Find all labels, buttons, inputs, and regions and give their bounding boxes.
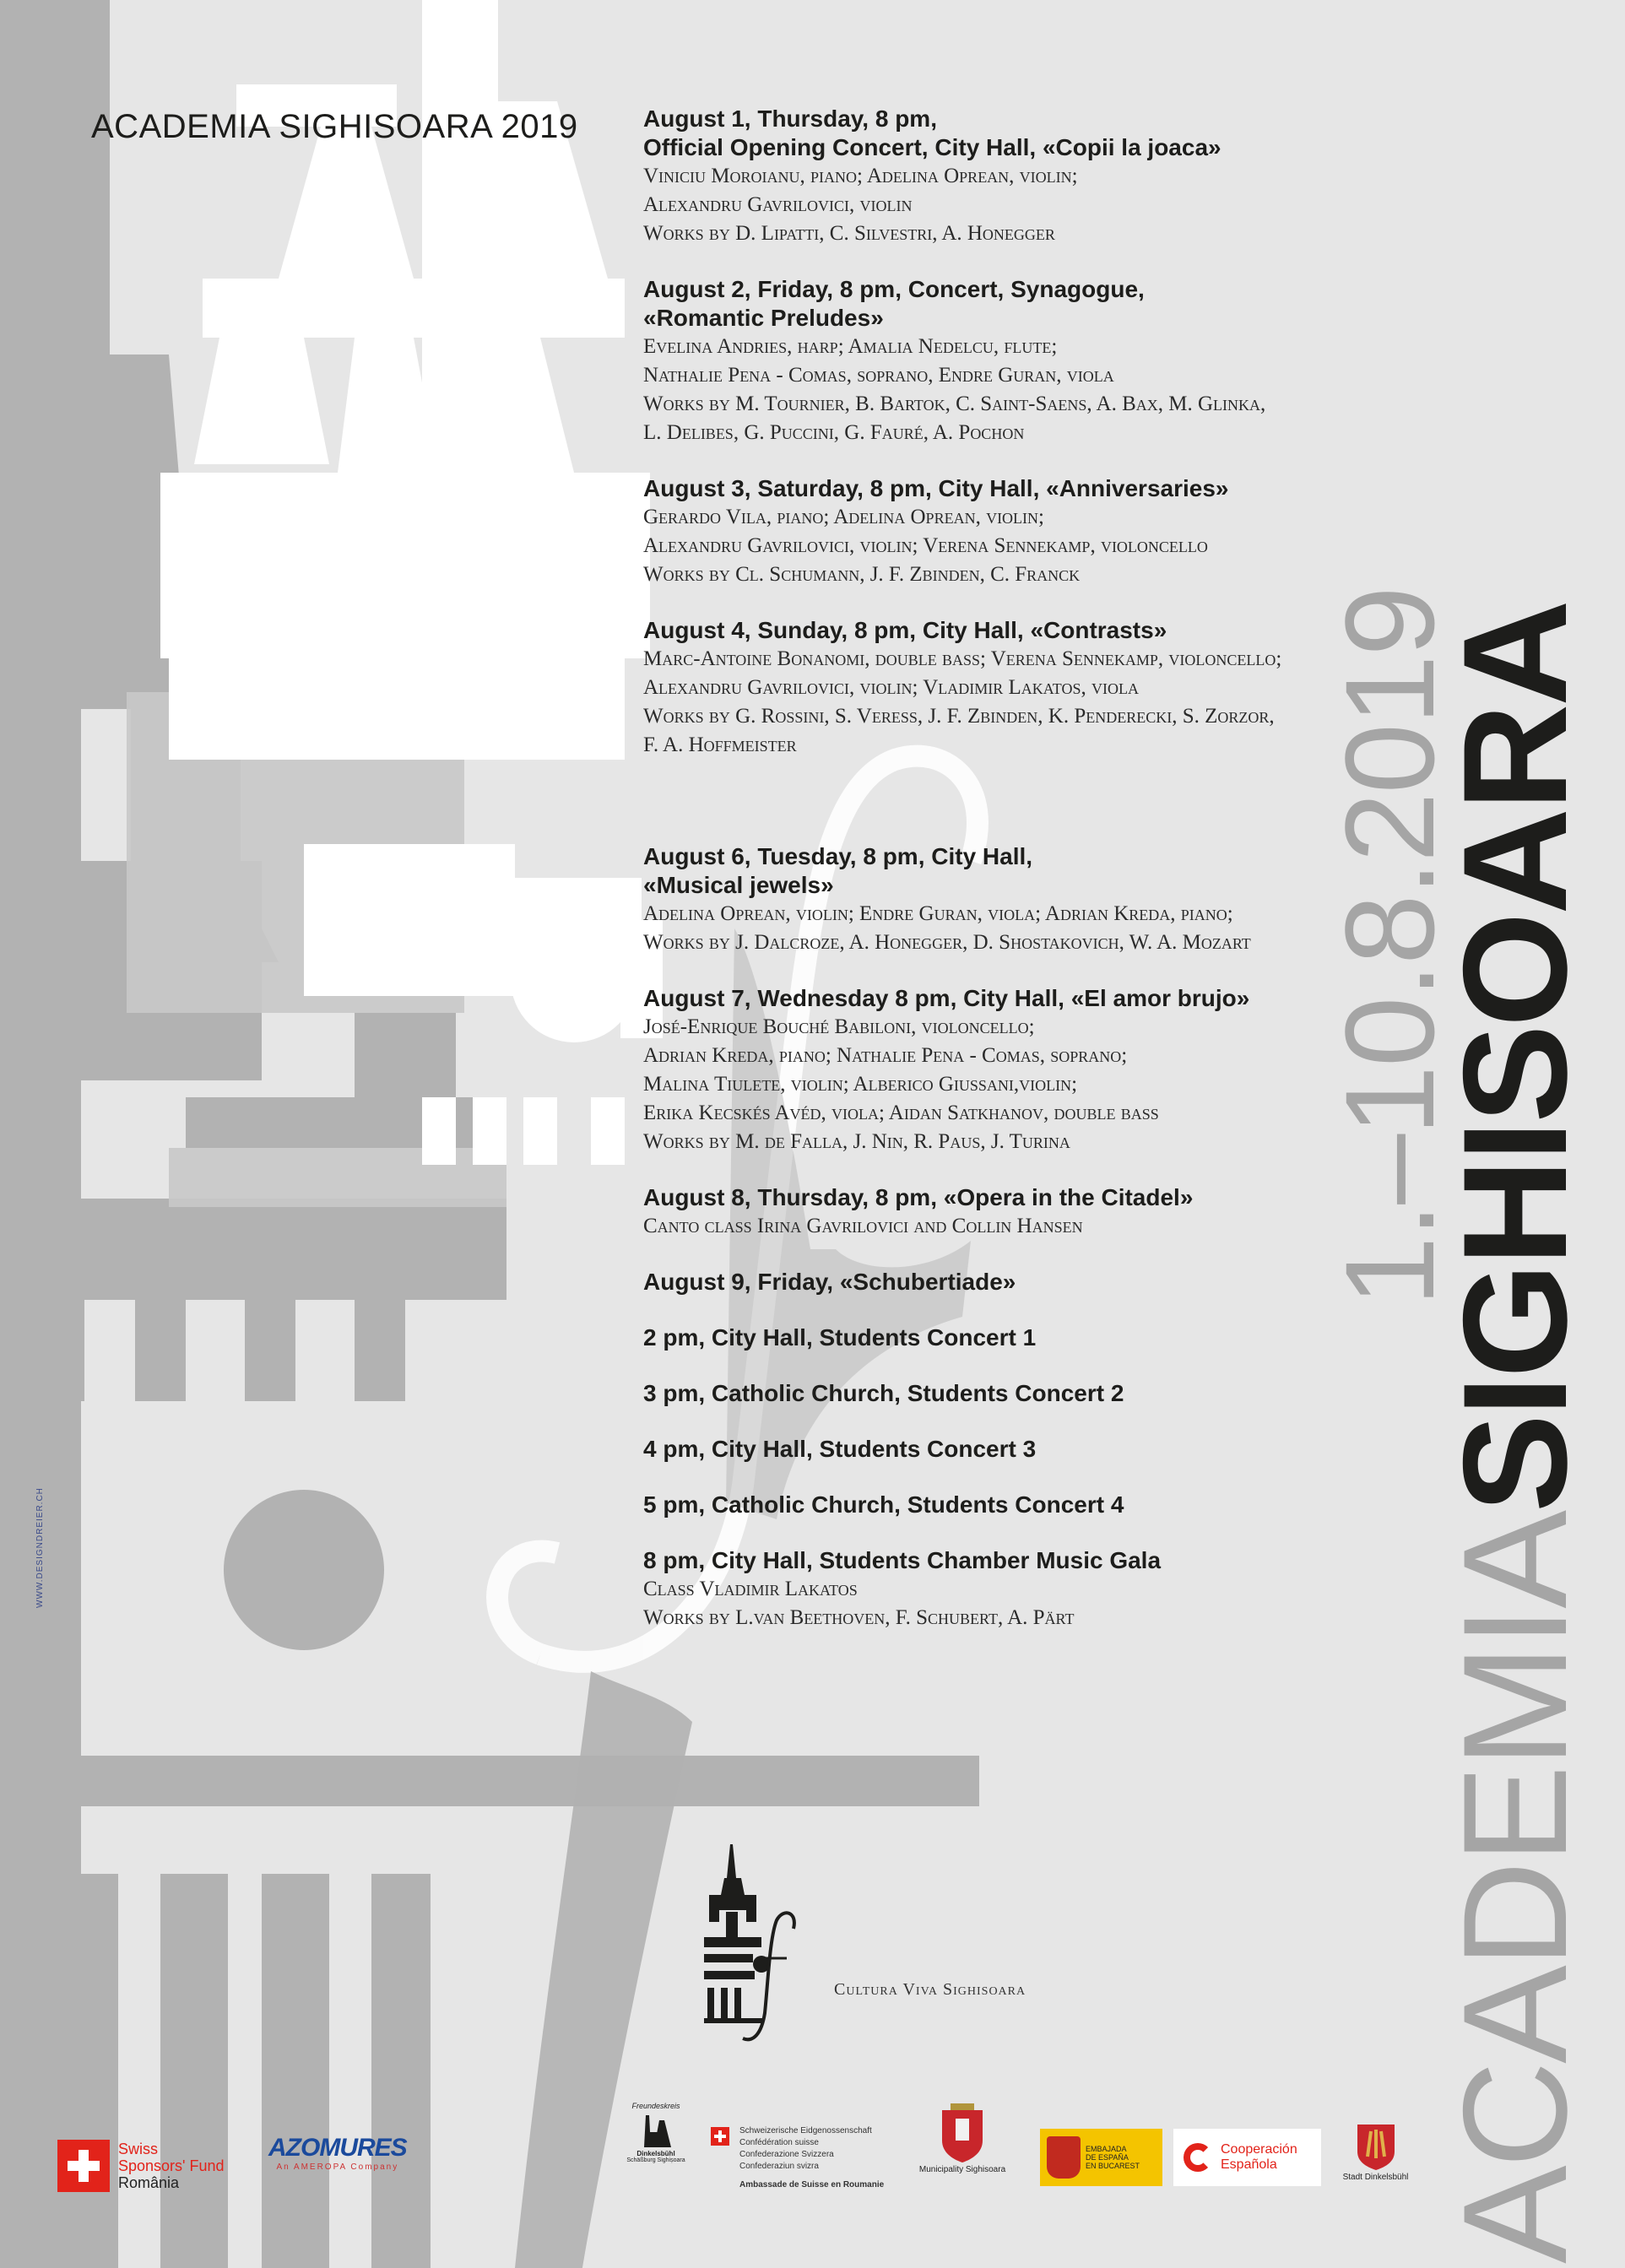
event-detail-line: Class Vladimir Lakatos [643,1578,858,1600]
festival-name-academia: ACADEMIA [1433,1512,1598,2264]
event-detail-line: Malina Tiulete, violin; Alberico Giussani,violin; [643,1073,1078,1096]
event-detail-line: Works by M. Tournier, B. Bartok, C. Saint-Saens, A. Bax, M. Glinka, [643,392,1266,415]
town-crest-icon [1356,2123,1396,2170]
swiss-line: Confederaziun svizra [739,2162,819,2171]
coop-line2: Española [1221,2157,1277,2172]
church-icon [637,2110,674,2147]
ssf-line3: România [118,2174,180,2191]
spain-embassy-logo [1040,2129,1162,2186]
event-detail-line: Works by Cl. Schumann, J. F. Zbinden, C. Franck [643,563,1081,586]
spain-line: EN BUCAREST [1086,2162,1140,2170]
spain-line: DE ESPAÑA [1086,2153,1129,2162]
azomures-tag: An AMEROPA Company [276,2162,399,2172]
event-detail-line: Works by L.van Beethoven, F. Schubert, A. Pärt [643,1606,1075,1629]
cooperacion-espanola-logo [1173,2129,1321,2186]
event-item [643,1323,1386,1352]
dinkelsbuehl-friends-line1: Dinkelsbühl [636,2150,675,2157]
event-item [643,616,1386,760]
ssf-line2: Sponsors' Fund [118,2157,225,2174]
event-item [643,1491,1386,1519]
festival-dates: 1.–10.8.2019 [1319,587,1460,1307]
azomures-logo [268,2134,407,2172]
event-item [643,275,1386,447]
cultura-viva-logo [692,1844,1081,2047]
azomures-name: AZOMURES [268,2134,407,2162]
event-heading: 3 pm, Catholic Church, Students Concert 2 [643,1380,1124,1406]
page-title: ACADEMIA SIGHISOARA 2019 [91,108,578,145]
event-detail-line: F. A. Hoffmeister [643,733,797,756]
organizer-name: Cultura Viva Sighisoara [834,1980,1026,1999]
swiss-embassy-name: Ambassade de Suisse en Roumanie [739,2180,885,2190]
event-item [643,1379,1386,1408]
swiss-flag-icon [711,2127,729,2146]
municipality-logo [903,2103,1021,2174]
designer-website: WWW.DESIGNDREIER.CH [35,1487,45,1608]
event-heading: August 7, Wednesday 8 pm, City Hall, «El amor brujo» [643,985,1250,1011]
event-heading: August 9, Friday, «Schubertiade» [643,1269,1016,1295]
dinkelsbuehl-logo [1335,2123,1416,2182]
event-detail-line: Works by M. de Falla, J. Nin, R. Paus, J. Turina [643,1130,1070,1153]
event-item [643,842,1386,957]
event-detail-line: L. Delibes, G. Puccini, G. Fauré, A. Pochon [643,421,1025,444]
spain-line: EMBAJADA [1086,2145,1127,2153]
event-heading-line: August 6, Tuesday, 8 pm, City Hall, [643,843,1033,869]
dinkelsbuehl-friends-top: Freundeskreis [631,2102,680,2110]
event-heading-line: Official Opening Concert, City Hall, «Copii la joaca» [643,134,1221,160]
festival-name-vertical [1431,602,1601,2264]
event-detail-line: Erika Kecskés Avéd, viola; Aidan Satkhanov, double bass [643,1102,1159,1124]
event-heading: 5 pm, Catholic Church, Students Concert 4 [643,1491,1124,1518]
event-detail-line: Works by G. Rossini, S. Veress, J. F. Zbinden, K. Penderecki, S. Zorzor, [643,705,1275,728]
event-detail-line: Canto class Irina Gavrilovici and Collin Hansen [643,1215,1083,1237]
event-detail-line: Marc-Antoine Bonanomi, double bass; Verena Sennekamp, violoncello; [643,647,1282,670]
event-detail-line: Adelina Oprean, violin; Endre Guran, viola; Adrian Kreda, piano; [643,902,1233,925]
dinkelsbuehl-label: Stadt Dinkelsbühl [1342,2173,1409,2182]
event-heading-line: August 1, Thursday, 8 pm, [643,106,937,132]
event-heading: 2 pm, City Hall, Students Concert 1 [643,1324,1037,1351]
dinkelsbuehl-friends-line2: Schäßburg Sighișoara [626,2157,685,2163]
event-detail-line: Gerardo Vila, piano; Adelina Oprean, violin; [643,506,1044,528]
event-heading [643,275,1386,333]
event-detail-line: Alexandru Gavrilovici, violin; Vladimir Lakatos, viola [643,676,1139,699]
swiss-line: Confederazione Svizzera [739,2150,834,2159]
event-heading-line: August 2, Friday, 8 pm, Concert, Synagogue, [643,276,1145,302]
swiss-line: Schweizerische Eidgenossenschaft [739,2126,872,2135]
dinkelsbuehl-friends-logo [618,2102,694,2163]
coop-line1: Cooperación [1221,2142,1297,2157]
event-heading: 4 pm, City Hall, Students Concert 3 [643,1436,1037,1462]
event-heading-line: «Musical jewels» [643,872,834,898]
event-heading [643,842,1386,900]
municipality-label: Municipality Sighisoara [918,2165,1006,2174]
event-detail-line: Works by D. Lipatti, C. Silvestri, A. Honegger [643,222,1055,245]
coat-of-arms-icon [939,2103,986,2162]
festival-name-sighisoara: SIGHISOARA [1433,602,1598,1513]
event-detail-line: Works by J. Dalcroze, A. Honegger, D. Shostakovich, W. A. Mozart [643,931,1251,954]
spain-crest-icon [1047,2136,1081,2179]
event-detail-line: Adrian Kreda, piano; Nathalie Pena - Comas, soprano; [643,1044,1128,1067]
swiss-sponsors-fund-logo [57,2140,225,2192]
event-item [643,474,1386,589]
event-item [643,1268,1386,1296]
swiss-embassy-logo [711,2125,884,2191]
event-detail-line: Nathalie Pena - Comas, soprano, Endre Guran, viola [643,364,1114,387]
ssf-line1: Swiss [118,2141,159,2157]
swiss-line: Confédération suisse [739,2138,819,2147]
event-item [643,1546,1386,1632]
swiss-cross-icon [57,2140,110,2192]
event-detail-line: Alexandru Gavrilovici, violin; Verena Sennekamp, violoncello [643,534,1208,557]
event-heading: August 8, Thursday, 8 pm, «Opera in the Citadel» [643,1184,1194,1210]
event-item [643,1435,1386,1464]
event-heading [643,105,1386,162]
event-heading: 8 pm, City Hall, Students Chamber Music Gala [643,1547,1162,1573]
event-heading: August 3, Saturday, 8 pm, City Hall, «Anniversaries» [643,475,1229,501]
event-detail-line: Viniciu Moroianu, piano; Adelina Oprean, violin; [643,165,1078,187]
program-list [643,105,1386,1632]
event-heading-line: «Romantic Preludes» [643,305,884,331]
event-detail-line: José-Enrique Bouché Babiloni, violoncello; [643,1015,1035,1038]
event-item [643,984,1386,1156]
event-heading: August 4, Sunday, 8 pm, City Hall, «Contrasts» [643,617,1167,643]
event-item [643,105,1386,248]
cooperacion-icon [1184,2143,1212,2172]
event-detail-line: Alexandru Gavrilovici, violin [643,193,913,216]
event-item [643,1183,1386,1241]
event-detail-line: Evelina Andries, harp; Amalia Nedelcu, flute; [643,335,1058,358]
